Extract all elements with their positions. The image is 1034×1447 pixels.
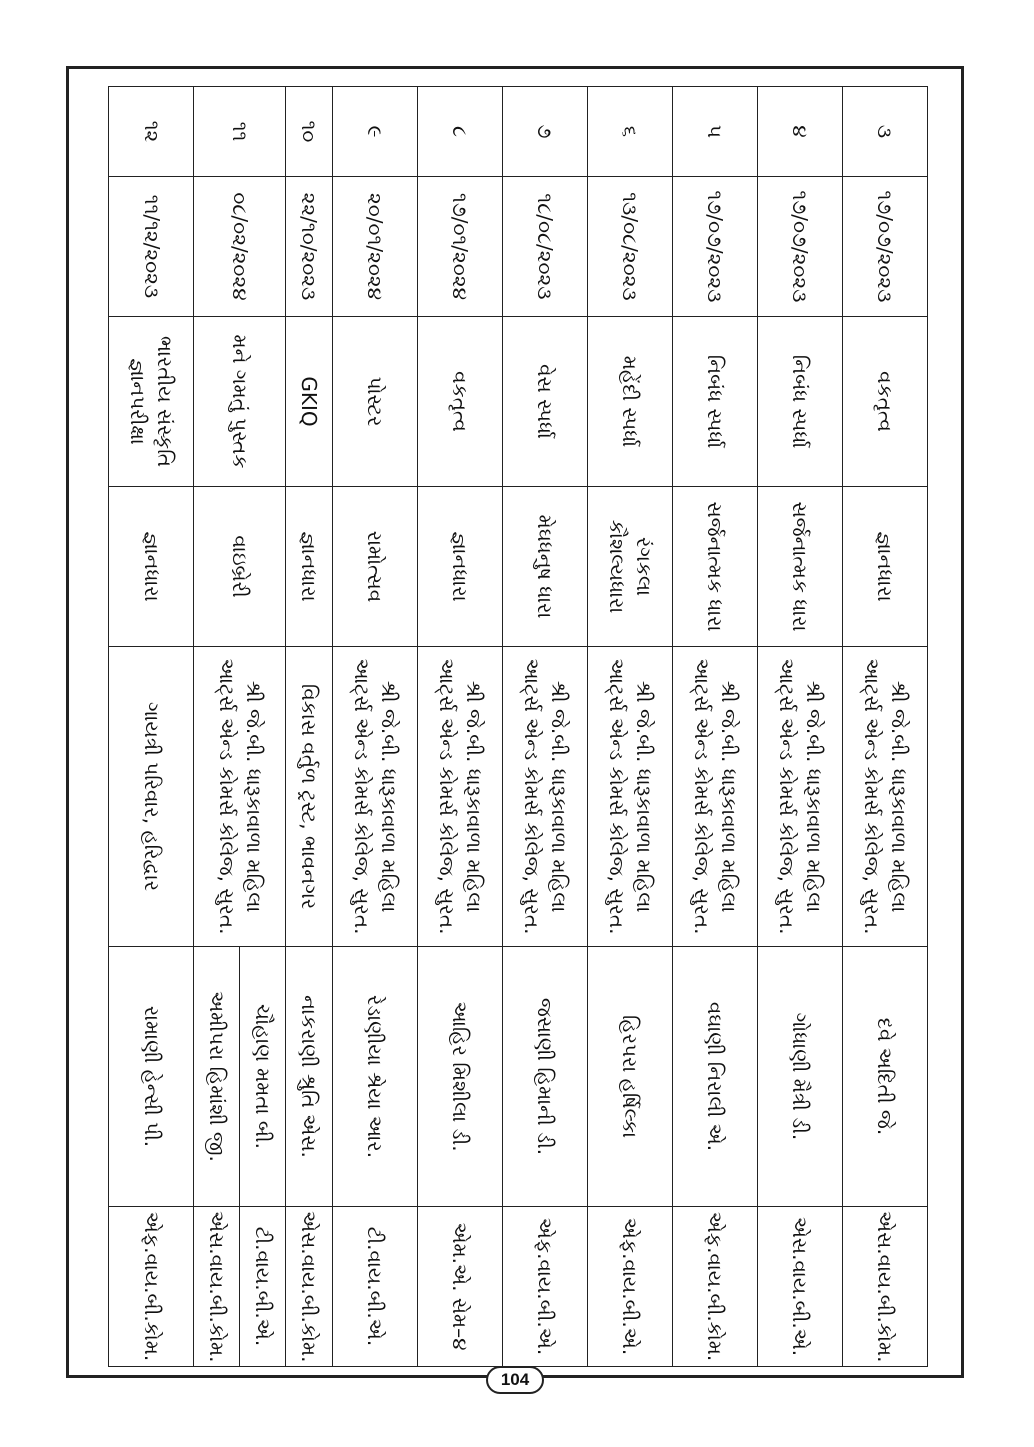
student-name-cell: દવે અદિતી જે.: [842, 947, 927, 1207]
event-cell: [286, 317, 332, 487]
cell-line: નિબંધ સ્પર્ધા: [703, 354, 728, 449]
class-cell: એફ.વાય.બી.કોમ.: [109, 1207, 194, 1367]
student-name-cell: રામાણી હેન્સી પી.: [109, 947, 194, 1207]
cell-line: મેઘધનુષ ધારા: [533, 514, 558, 619]
category-cell: [109, 487, 194, 647]
cell-line: વકતૃત્વ: [448, 371, 473, 432]
cell-line: નિબંધ સ્પર્ધા: [788, 354, 813, 449]
student-name-cell: ગોધાણી મૈત્રી ડી.: [757, 947, 842, 1207]
cell-line: શ્રી જે.બી. ધારૂકાવાળા મહિલા: [716, 680, 741, 913]
serial-number-cell: ૬: [587, 87, 672, 177]
venue-cell: [672, 647, 757, 947]
event-cell: [587, 317, 672, 487]
cell-line: આર્ટ્સ એન્ડ કોમર્સ કોલેજ, સુરત.: [349, 658, 374, 935]
class-cell: એમ.એ. સેમ–૪: [417, 1207, 502, 1367]
class-cell: ટી.વાય.બી.એ.: [240, 1207, 286, 1367]
table-row: [672, 87, 757, 1367]
student-name-cell: વઘાણી નિરાલી એ.: [672, 947, 757, 1207]
cell-line: રામોત્સવ: [363, 530, 388, 603]
category-cell: [417, 487, 502, 647]
table-row: [286, 87, 332, 1367]
event-cell: [109, 317, 194, 487]
cell-line: શ્રી જે.બી. ધારૂકાવાળા મહિલા: [241, 680, 266, 913]
event-cell: [842, 317, 927, 487]
serial-number-cell: ૭: [502, 87, 587, 177]
table-row: [109, 87, 194, 1367]
student-name-cell: અમીપરા હિમાંશી જી.: [194, 947, 240, 1207]
cell-line: વેસ સ્પર્ધા: [533, 364, 558, 439]
serial-number-cell: ૫: [672, 87, 757, 177]
competition-results-table: [108, 86, 928, 1367]
event-cell: [417, 317, 502, 487]
cell-line: જ્ઞાનધારા: [139, 531, 164, 602]
venue-cell: [502, 647, 587, 947]
date-cell: ૧૭/૦૭/૨૦૨૩: [672, 177, 757, 317]
cell-line: શ્રી જે.બી. ધારૂકાવાળા મહિલા: [461, 680, 486, 913]
event-cell: [757, 317, 842, 487]
date-cell: ૧૭/૦૧/૨૦૨૪: [417, 177, 502, 317]
venue-cell: [194, 647, 286, 947]
event-cell: [672, 317, 757, 487]
class-cell: એસ.વાય.બી.કોમ.: [194, 1207, 240, 1367]
cell-line: આર્ટ્સ એન્ડ કોમર્સ કોલેજ, સુરત.: [604, 658, 629, 935]
date-cell: ૧૮/૦૮/૨૦૨૩: [502, 177, 587, 317]
cell-line: શ્રી જે.બી. ધારૂકાવાળા મહિલા: [631, 680, 656, 913]
student-name-cell: નાકરાણી શ્રુતિ એસ.: [286, 947, 332, 1207]
cell-line: ગાયત્રી પરિવાર, હરિદ્વાર: [139, 701, 164, 892]
date-cell: ૨૦/૦૧/૨૦૨૪: [332, 177, 417, 317]
table-body: [109, 87, 928, 1367]
cell-line: શ્રી જે.બી. ધારૂકાવાળા મહિલા: [546, 680, 571, 913]
category-cell: [194, 487, 286, 647]
table-row: [757, 87, 842, 1367]
class-cell: એસ.વાય.બી.એ.: [757, 1207, 842, 1367]
table-row: [240, 87, 286, 1367]
student-name-cell: રેડાણીયા શ્રેયા આર.: [332, 947, 417, 1207]
class-cell: એસ.વાય.બી.કોમ.: [286, 1207, 332, 1367]
serial-number-cell: ૪: [757, 87, 842, 177]
table-row: [587, 87, 672, 1367]
category-cell: [502, 487, 587, 647]
cell-line: આર્ટ્સ એન્ડ કોમર્સ કોલેજ, સુરત.: [434, 658, 459, 935]
venue-cell: [757, 647, 842, 947]
student-name-cell: જસાણી હિમાની ડી.: [502, 947, 587, 1207]
cell-line: મને ગમતું પુસ્તક: [228, 334, 253, 469]
date-cell: ૧૧/૧૨/૨૦૨૩: [109, 177, 194, 317]
cell-line: જ્ઞાનધારા: [448, 531, 473, 602]
cell-line: પોસ્ટર: [363, 376, 388, 427]
class-cell: એફ.વાય.બી.એ.: [502, 1207, 587, 1367]
category-cell: [672, 487, 757, 647]
venue-cell: [587, 647, 672, 947]
cell-line: જ્ઞાનધારા: [297, 531, 322, 602]
cell-line: આર્ટ્સ એન્ડ કોમર્સ કોલેજ, સુરત.: [689, 658, 714, 935]
venue-cell: [286, 647, 332, 947]
date-cell: ૧૩/૦૮/૨૦૨૩: [587, 177, 672, 317]
serial-number-cell: ૧૨: [109, 87, 194, 177]
serial-number-cell: ૯: [332, 87, 417, 177]
class-cell: ટી.વાય.બી.એ.: [332, 1207, 417, 1367]
table-row: [842, 87, 927, 1367]
category-cell: [587, 487, 672, 647]
cell-line: મહેંદી સ્પર્ધા: [618, 355, 643, 448]
student-name-cell: આહિર મિશીલા ડી.: [417, 947, 502, 1207]
class-cell: એસ.વાય.બી.કોમ.: [842, 1207, 927, 1367]
date-cell: ૦૮/૦૨/૨૦૨૪: [194, 177, 286, 317]
cell-line: કૌશલ્યધારા: [604, 519, 629, 614]
cell-line: સર્જનાત્મક ધારા: [703, 501, 728, 632]
category-cell: [332, 487, 417, 647]
class-cell: એફ.વાય.બી.કોમ.: [672, 1207, 757, 1367]
cell-line: આર્ટ્સ એન્ડ કોમર્સ કોલેજ, સુરત.: [774, 658, 799, 935]
student-name-cell: હિરપરા હર્ષિલ્કા: [587, 947, 672, 1207]
cell-line: શ્રી જે.બી. ધારૂકાવાળા મહિલા: [376, 680, 401, 913]
student-name-cell: ચૌહાણ મમતા બી.: [240, 947, 286, 1207]
serial-number-cell: ૮: [417, 87, 502, 177]
date-cell: ૨૨/૧૦/૨૦૨૩: [286, 177, 332, 317]
cell-line: શ્રી જે.બી. ધારૂકાવાળા મહિલા: [886, 680, 911, 913]
serial-number-cell: ૧૧: [194, 87, 286, 177]
cell-line: GKIQ: [297, 376, 322, 427]
event-cell: [502, 317, 587, 487]
cell-line: જ્ઞાનપરીક્ષા: [126, 358, 151, 445]
table-row: [417, 87, 502, 1367]
category-cell: [842, 487, 927, 647]
cell-line: આર્ટ્સ એન્ડ કોમર્સ કોલેજ, સુરત.: [214, 658, 239, 935]
category-cell: [757, 487, 842, 647]
cell-line: વકતૃત્વ: [873, 371, 898, 432]
event-cell: [194, 317, 286, 487]
category-cell: [286, 487, 332, 647]
table-row: [502, 87, 587, 1367]
date-cell: ૧૭/૦૭/૨૦૨૩: [842, 177, 927, 317]
cell-line: ભારતીય સંસ્કૃતિ: [153, 336, 178, 467]
date-cell: ૧૭/૦૭/૨૦૨૩: [757, 177, 842, 317]
class-cell: એફ.વાય.બી.એ.: [587, 1207, 672, 1367]
cell-line: જ્ઞાનધારા: [873, 531, 898, 602]
venue-cell: [417, 647, 502, 947]
cell-line: વાઇબ્રેરી: [228, 535, 253, 598]
cell-line: વિકાસ વર્તુળ ટ્રસ્ટ, ભાવનગર: [297, 683, 322, 910]
serial-number-cell: ૧૦: [286, 87, 332, 177]
venue-cell: [109, 647, 194, 947]
cell-line: આર્ટ્સ એન્ડ કોમર્સ કોલેજ, સુરત.: [519, 658, 544, 935]
cell-line: શ્રી જે.બી. ધારૂકાવાળા મહિલા: [801, 680, 826, 913]
venue-cell: [332, 647, 417, 947]
rotated-table-container: [108, 86, 928, 1366]
venue-cell: [842, 647, 927, 947]
serial-number-cell: ૩: [842, 87, 927, 177]
page-number: 104: [486, 1366, 544, 1394]
cell-line: રંગકલા: [631, 536, 656, 597]
event-cell: [332, 317, 417, 487]
cell-line: સર્જનાત્મક ધારા: [788, 501, 813, 632]
table-row: [332, 87, 417, 1367]
cell-line: આર્ટ્સ એન્ડ કોમર્સ કોલેજ, સુરત.: [859, 658, 884, 935]
